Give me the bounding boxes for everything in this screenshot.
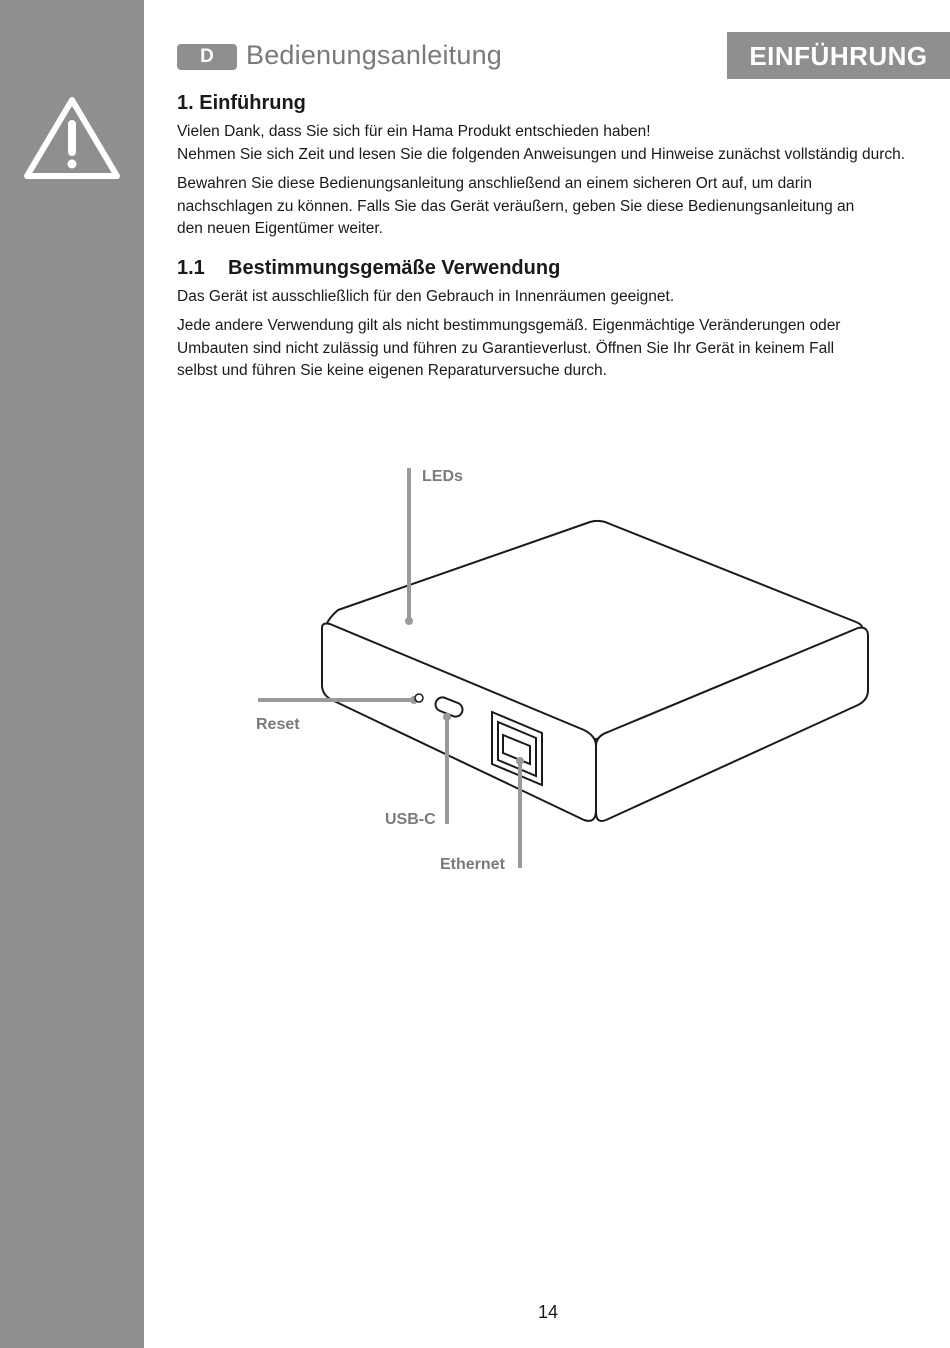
label-leds: LEDs	[422, 468, 463, 485]
heading-bestimmungsgemaesse-verwendung	[177, 257, 560, 280]
paragraph-indoor-use: Das Gerät ist ausschließlich für den Gebrauch in Innenräumen geeignet.	[177, 288, 675, 305]
page-number: 14	[537, 1302, 559, 1322]
document-title: Bedienungsanleitung	[246, 40, 503, 70]
reset-hole	[415, 694, 423, 702]
language-badge: D	[177, 44, 237, 70]
heading-einfuehrung: 1. Einführung	[177, 92, 306, 114]
heading-number: 1.1	[177, 257, 205, 279]
paragraph-keep-manual: Bewahren Sie diese Bedienungsanleitung anschließend an einem sicheren Ort auf, um darin nachschlagen zu können. Falls Sie das Gerät veräußern, geben Sie diese Bedienungsanleitung an den neuen Eigentümer weiter.	[177, 175, 855, 237]
paragraph-improper-use: Jede andere Verwendung gilt als nicht bestimmungsgemäß. Eigenmächtige Veränderungen oder Umbauten sind nicht zulässig und führen zu Garantieverlust. Öffnen Sie Ihr Gerät in keinem Fall selbst und führen Sie keine eigenen Reparaturversuche durch.	[177, 317, 841, 379]
heading-text: Bestimmungsgemäße Verwendung	[228, 257, 561, 279]
warning-triangle-icon	[22, 94, 122, 184]
label-ethernet: Ethernet	[440, 856, 505, 873]
paragraph-intro-line1: Vielen Dank, dass Sie sich für ein Hama Produkt entschieden haben!	[177, 123, 651, 140]
paragraph-intro-line2: Nehmen Sie sich Zeit und lesen Sie die folgenden Anweisungen und Hinweise zunächst vollständig durch.	[177, 146, 906, 163]
section-tab: EINFÜHRUNG	[727, 32, 950, 79]
label-reset: Reset	[256, 716, 300, 733]
label-usbc: USB-C	[385, 811, 436, 828]
device-figure	[0, 400, 950, 900]
